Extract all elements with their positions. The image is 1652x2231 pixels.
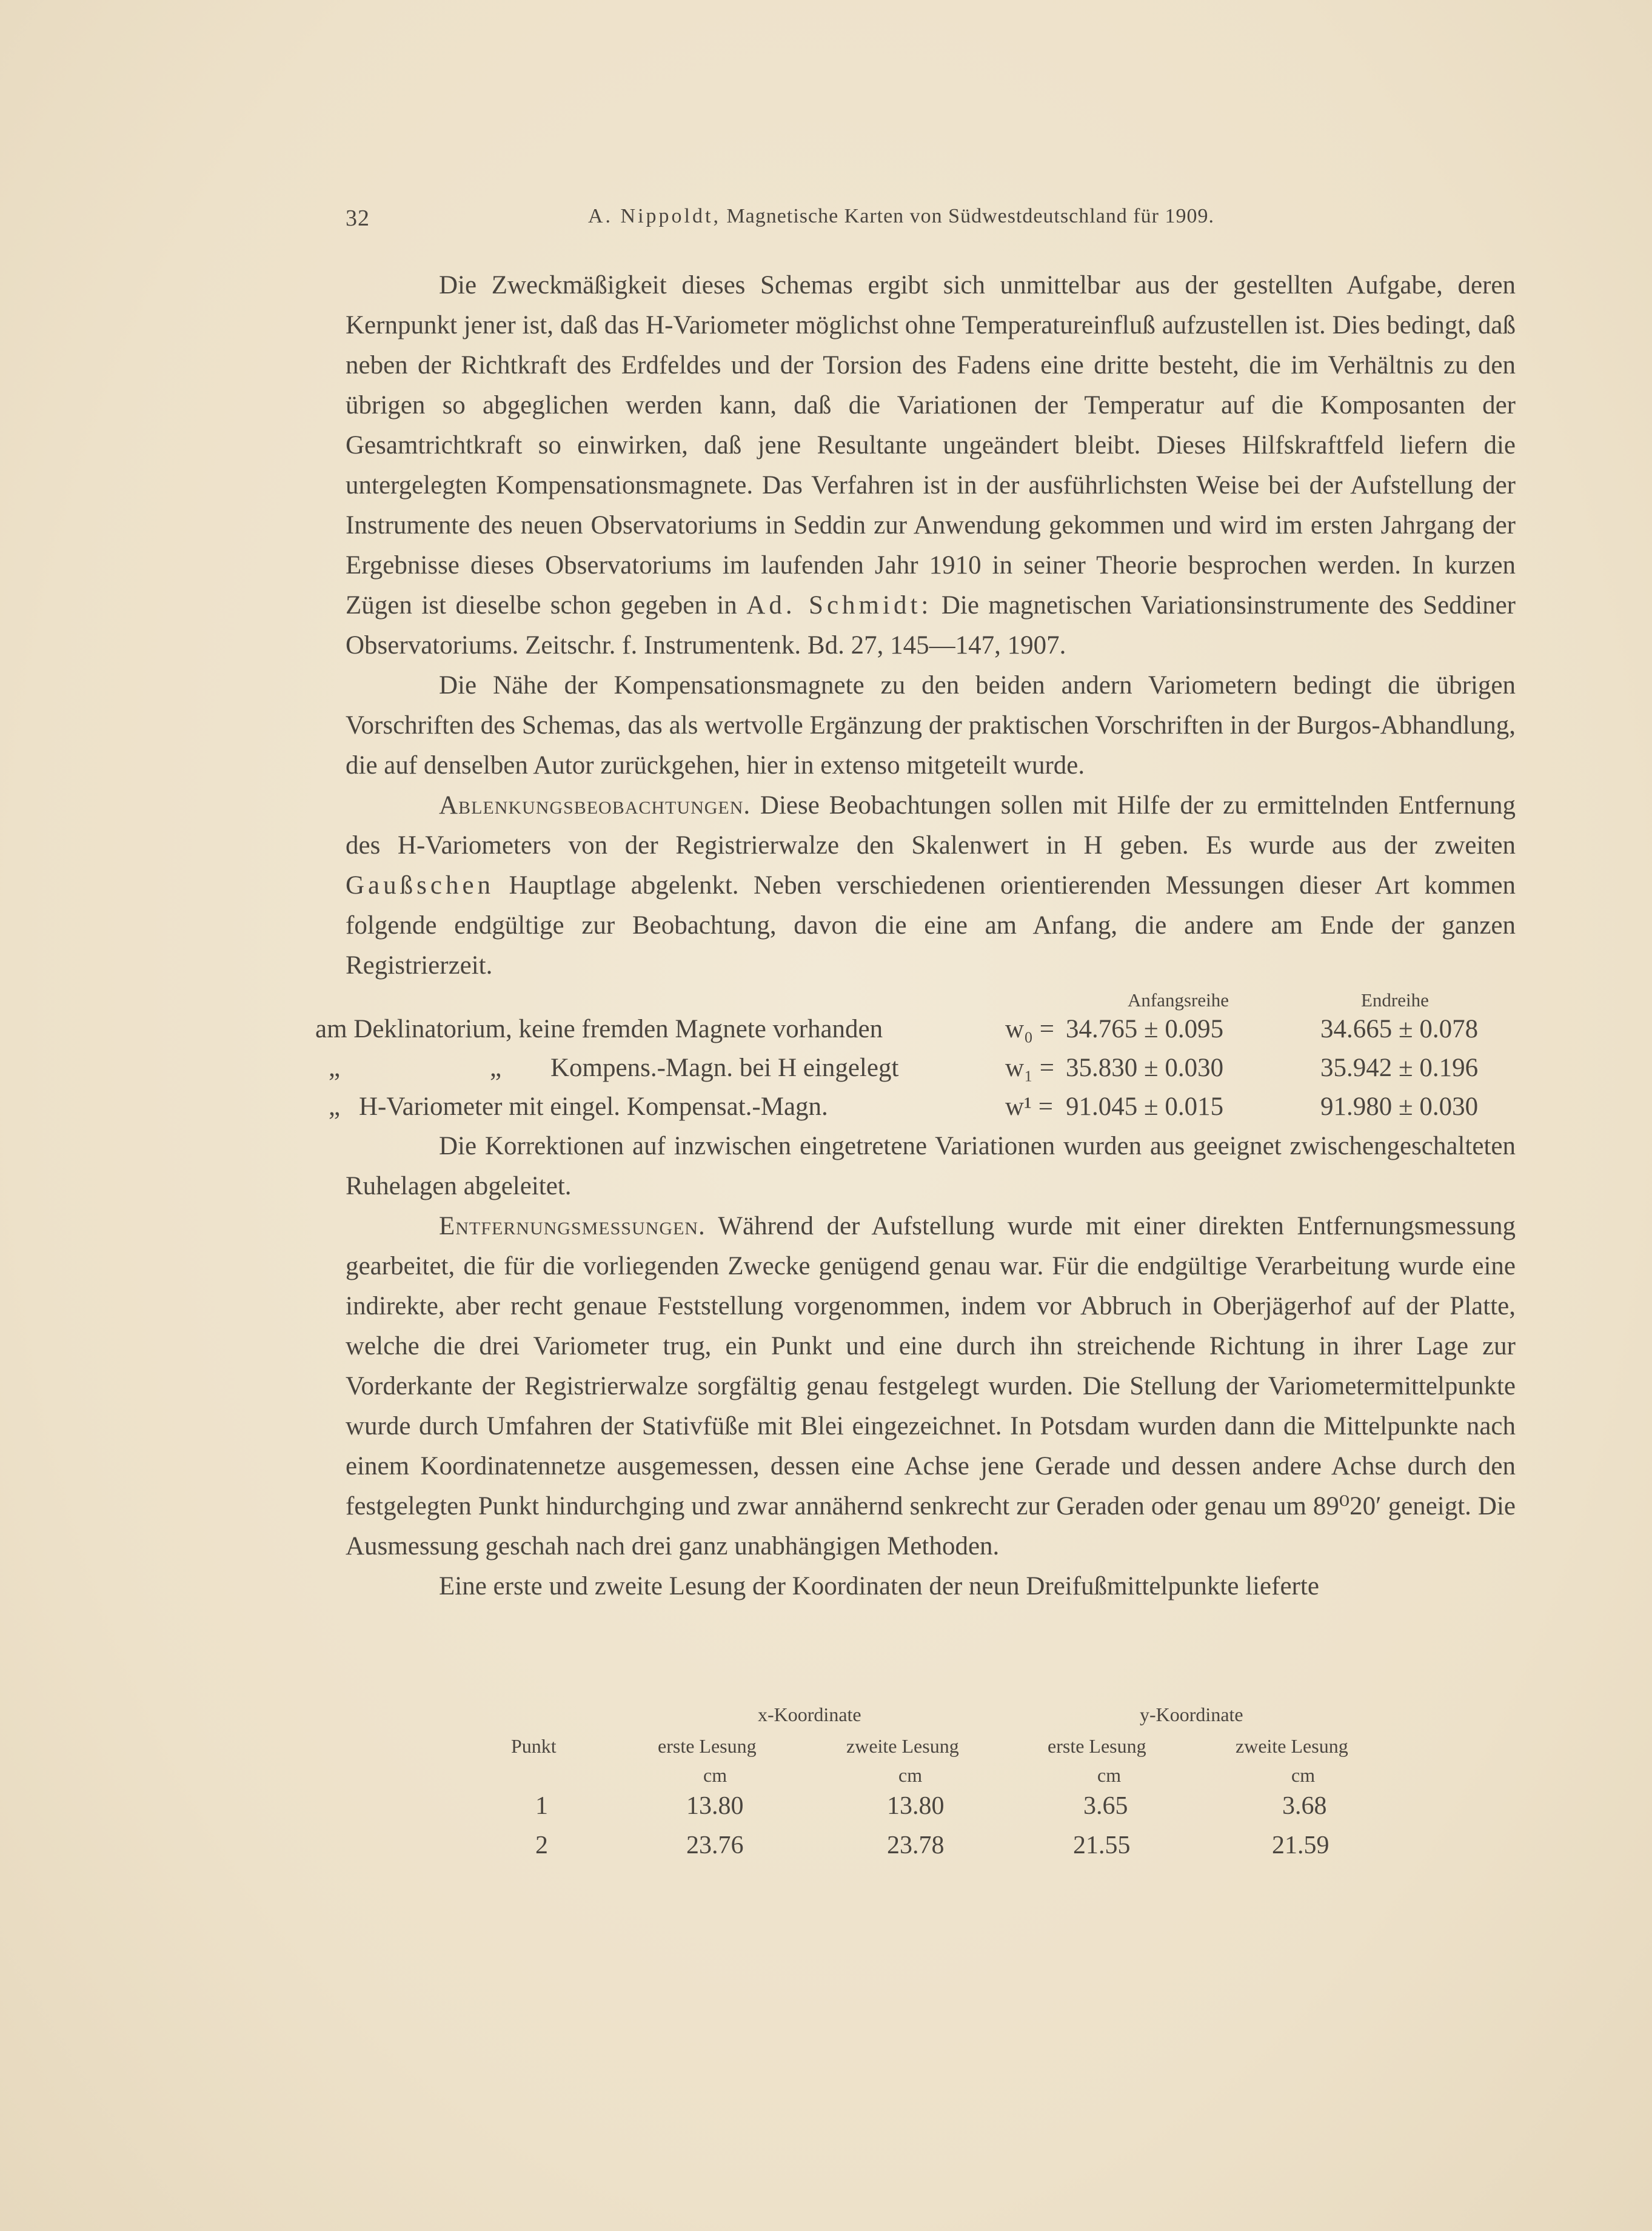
observation-symbol: w₀ = [1005,1015,1055,1043]
x-coordinate-header: x-Koordinate [758,1704,861,1725]
observation-symbol: w¹ = [1005,1092,1053,1121]
cited-author: Ad. Schmidt: [746,591,932,620]
table-cell-punkt: 2 [535,1831,548,1859]
paragraph-schema [346,266,1516,666]
y-coordinate-header: y-Koordinate [1140,1704,1243,1725]
table-cell: 23.76 [686,1831,744,1859]
table-cell: 23.78 [887,1831,945,1859]
book-title: Magnetische Karten von Südwestdeutschland für 1909. [726,205,1214,227]
running-title [588,205,1214,228]
observation-desc: Kompens.-Magn. bei H eingelegt [550,1054,899,1082]
paragraph-schema-text: Die Zweckmäßigkeit dieses Schemas ergibt sich unmittelbar aus der gestellten Aufgabe, deren Kernpunkt jener ist, daß das H-Variometer möglichst ohne Temperatureinfluß aufzustellen ist. Dies bedingt, daß neben der Richtkraft des Erdfeldes und der Torsion des Fadens eine dritte besteht, die im Verhältnis zu den übrigen so abgeglichen werden kann, daß die Variationen der Temperatur auf die Komposanten der Gesamtrichtkraft so einwirken, daß jene Resultante ungeändert bleibt. Dieses Hilfskraftfeld liefern die untergelegten Kompensationsmagnete. Das Verfahren ist in der ausführlichsten Weise bei der Aufstellung der Instrumente des neuen Observatoriums in Seddin zur Anwendung gekommen und wird im ersten Jahrgang der Ergebnisse dieses Observatoriums im laufenden Jahr 1910 in seiner Theorie besprochen werden. In kurzen Zügen ist dieselbe schon gegeben in [346,271,1516,620]
paragraph-ablenkung-text-a: Diese Beobachtungen sollen mit Hilfe der zu ermittelnden Entfernung des H-Variometers von der Registrierwalze den Skalenwert in H geben. Es wurde aus der zweiten [346,791,1516,860]
observation-symbol: w₁ = [1005,1054,1055,1082]
observation-end: 35.942 ± 0.196 [1320,1054,1479,1082]
col-header-endreihe: Endreihe [1361,989,1429,1011]
paragraph-entfernung-text: Während der Aufstellung wurde mit einer direkten Entfernungsmessung gearbeitet, die für die vorliegenden Zwecke genügend genau war. Für die endgültige Verarbeitung wurde eine indirekte, aber recht genaue Feststellung vorgenommen, indem vor Abbruch in Oberjägerhof auf der Platte, welche die drei Variometer trug, ein Punkt und eine durch ihn streichende Richtung in ihrer Lage zur Vorderkante der Registrierwalze sorgfältig genau festgelegt wurden. Die Stellung der Variometermittelpunkte wurde durch Umfahren der Stativfüße mit Blei eingezeichnet. In Potsdam wurden dann die Mittelpunkte nach einem Koordinatennetze ausgemessen, dessen eine Achse jene Gerade und dessen andere Achse durch den festgelegten Punkt hindurchging und zwar annähernd senkrecht zur Geraden oder genau um 89⁰20′ geneigt. Die Ausmessung geschah nach drei ganz unabhängigen Methoden. [346,1212,1516,1560]
unit-label: cm [703,1764,727,1786]
gauss-name: Gaußschen [346,871,495,900]
paragraph-ablenkung-text-b: Hauptlage abgelenkt. Neben verschiedenen orientierenden Messungen dieser Art kommen folgende endgültige zur Beobachtung, davon die eine am Anfang, die andere am Ende der ganzen Registrierzeit. [346,871,1516,980]
paragraph-ablenkung [346,786,1516,986]
table-cell: 13.80 [686,1792,744,1820]
table-cell: 3.65 [1083,1792,1128,1820]
observation-desc: H-Variometer mit eingel. Kompensat.-Magn. [359,1092,828,1121]
unit-label: cm [898,1764,923,1786]
column-header-y-erste: erste Lesung [1048,1735,1146,1757]
table-cell: 13.80 [887,1792,945,1820]
body-text [315,266,1516,1607]
table-cell: 21.55 [1073,1831,1131,1859]
paragraph-lesung: Eine erste und zweite Lesung der Koordinaten der neun Dreifußmittelpunkte lieferte [439,1572,1319,1600]
author-name: A. Nippoldt, [588,205,721,227]
page-number: 32 [346,206,370,231]
observation-start: 35.830 ± 0.030 [1066,1054,1224,1082]
section-heading-ablenkung: Ablenkungsbeobachtungen. [439,791,751,820]
observation-end: 34.665 ± 0.078 [1320,1015,1479,1043]
observation-end: 91.980 ± 0.030 [1320,1092,1479,1121]
table-cell: 3.68 [1282,1792,1327,1820]
paragraph-korrektionen: Die Korrektionen auf inzwischen eingetretene Variationen wurden aus geeignet zwischengeschalteten Ruhelagen abgeleitet. [346,1132,1516,1200]
column-header-punkt: Punkt [511,1735,557,1757]
paragraph-entfernung [346,1206,1516,1567]
observations-table [315,981,1516,1126]
citation-text: Die magnetischen Variationsinstrumente des Seddiner Observatoriums. Zeitschr. f. Instrumentenk. Bd. 27, 145—147, 1907. [346,591,1516,660]
observation-start: 91.045 ± 0.015 [1066,1092,1224,1121]
paragraph-kompensation: Die Nähe der Kompensationsmagnete zu den beiden andern Variometern bedingt die übrigen Vorschriften des Schemas, das als wertvolle Ergänzung der praktischen Vorschriften in der Burgos-Abhandlung, die auf denselben Autor zurückgehen, hier in extenso mitgeteilt wurde. [346,671,1516,780]
column-header-y-zweite: zweite Lesung [1236,1735,1348,1757]
ditto-mark: „ [329,1054,341,1082]
column-header-x-zweite: zweite Lesung [846,1735,959,1757]
unit-label: cm [1097,1764,1122,1786]
col-header-anfangsreihe: Anfangsreihe [1128,989,1229,1011]
column-header-x-erste: erste Lesung [658,1735,757,1757]
observation-start: 34.765 ± 0.095 [1066,1015,1224,1043]
ditto-mark: „ [490,1054,502,1082]
observation-desc: am Deklinatorium, keine fremden Magnete vorhanden [315,1015,883,1043]
section-heading-entfernung: Entfernungsmessungen. [439,1212,706,1240]
table-cell-punkt: 1 [535,1792,548,1820]
ditto-mark: „ [329,1092,341,1121]
unit-label: cm [1291,1764,1316,1786]
table-cell: 21.59 [1272,1831,1329,1859]
